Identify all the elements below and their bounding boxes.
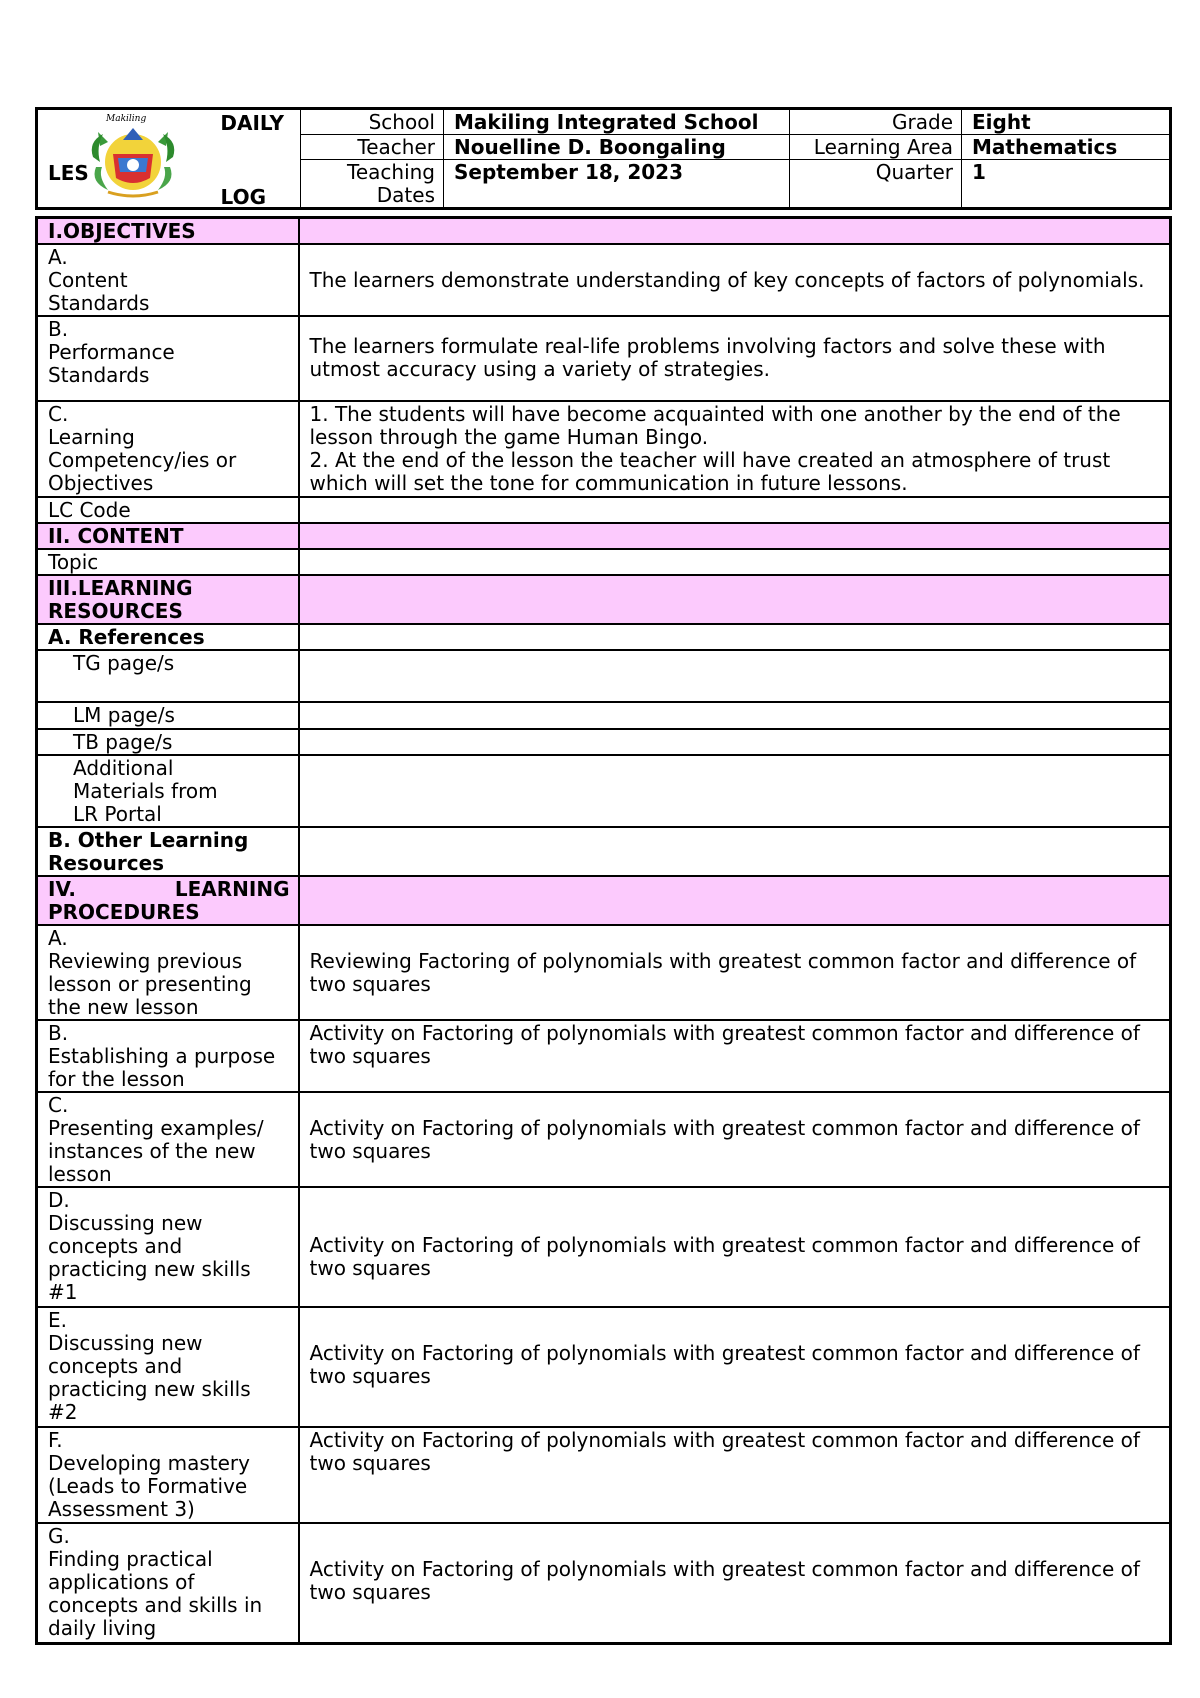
tg-label: TG page/s <box>37 650 299 702</box>
procedure-label: D. Discussing new concepts and practicing new skills #1 <box>37 1187 299 1307</box>
procedures-heading: IV. LEARNING PROCEDURES <box>37 876 299 925</box>
topic-label: Topic <box>37 549 299 575</box>
additional-materials-row <box>37 755 1171 827</box>
title-les: LES <box>48 161 89 185</box>
lm-label: LM page/s <box>37 702 299 729</box>
lesson-table <box>35 216 1172 1645</box>
procedure-text: Activity on Factoring of polynomials with greatest common factor and difference of two squares <box>299 1307 1171 1427</box>
topic-row <box>37 549 1171 575</box>
procedure-row <box>37 1427 1171 1523</box>
procedure-row <box>37 1187 1171 1307</box>
lm-row <box>37 702 1171 729</box>
procedure-text: Reviewing Factoring of polynomials with greatest common factor and difference of two squares <box>299 925 1171 1020</box>
other-resources-label: B. Other Learning Resources <box>37 827 299 876</box>
references-label: A. References <box>37 624 299 650</box>
procedure-row <box>37 925 1171 1020</box>
content-heading-row <box>37 523 1171 549</box>
competencies-row <box>37 401 1171 497</box>
teaching-dates-value: September 18, 2023 <box>444 160 790 209</box>
title-cell <box>37 109 301 209</box>
procedure-label: A. Reviewing previous lesson or presenting the new lesson <box>37 925 299 1020</box>
tb-label: TB page/s <box>37 729 299 755</box>
svg-text:Makiling: Makiling <box>106 114 147 124</box>
procedure-label: F. Developing mastery (Leads to Formative Assessment 3) <box>37 1427 299 1523</box>
references-row <box>37 624 1171 650</box>
learning-area-label: Learning Area <box>790 135 962 160</box>
other-resources-row <box>37 827 1171 876</box>
quarter-label: Quarter <box>790 160 962 209</box>
title-daily: DAILY <box>220 111 284 135</box>
teaching-dates-label: Teaching Dates <box>301 160 444 209</box>
grade-label: Grade <box>790 109 962 135</box>
procedure-label: B. Establishing a purpose for the lesson <box>37 1020 299 1092</box>
content-standards-label: A. Content Standards <box>37 244 299 316</box>
school-logo-icon <box>78 112 188 202</box>
objectives-heading-row <box>37 218 1171 245</box>
procedure-row <box>37 1523 1171 1643</box>
procedure-text: Activity on Factoring of polynomials with greatest common factor and difference of two squares <box>299 1187 1171 1307</box>
procedure-label: G. Finding practical applications of concepts and skills in daily living <box>37 1523 299 1643</box>
additional-materials-label: Additional Materials from LR Portal <box>37 755 299 827</box>
performance-standards-text: The learners formulate real-life problems involving factors and solve these with utmost accuracy using a variety of strategies. <box>299 316 1171 401</box>
procedure-row <box>37 1307 1171 1427</box>
procedure-text: Activity on Factoring of polynomials with greatest common factor and difference of two squares <box>299 1523 1171 1643</box>
tb-row <box>37 729 1171 755</box>
quarter-value: 1 <box>962 160 1171 209</box>
procedures-heading-row <box>37 876 1171 925</box>
procedure-row <box>37 1020 1171 1092</box>
performance-standards-row <box>37 316 1171 401</box>
competencies-label: C. Learning Competency/ies or Objectives <box>37 401 299 497</box>
competencies-text: 1. The students will have become acquainted with one another by the end of the lesson through the game Human Bingo. 2. At the end of the lesson the teacher will have created an atmosphere of trust which will set the tone for communication in future lessons. <box>299 401 1171 497</box>
learning-area-value: Mathematics <box>962 135 1171 160</box>
performance-standards-label: B. Performance Standards <box>37 316 299 401</box>
content-standards-text: The learners demonstrate understanding of key concepts of factors of polynomials. <box>299 244 1171 316</box>
content-heading: II. CONTENT <box>37 523 299 549</box>
resources-heading: III.LEARNING RESOURCES <box>37 575 299 624</box>
resources-heading-row <box>37 575 1171 624</box>
content-standards-row <box>37 244 1171 316</box>
school-label: School <box>301 109 444 135</box>
lc-code-label: LC Code <box>37 497 299 523</box>
title-log: LOG <box>220 185 266 209</box>
grade-value: Eight <box>962 109 1171 135</box>
tg-row <box>37 650 1171 702</box>
teacher-value: Nouelline D. Boongaling <box>444 135 790 160</box>
procedure-row <box>37 1092 1171 1187</box>
procedure-label: E. Discussing new concepts and practicing new skills #2 <box>37 1307 299 1427</box>
teacher-label: Teacher <box>301 135 444 160</box>
lc-code-row <box>37 497 1171 523</box>
procedure-text: Activity on Factoring of polynomials with greatest common factor and difference of two squares <box>299 1020 1171 1092</box>
school-value: Makiling Integrated School <box>444 109 790 135</box>
objectives-heading: I.OBJECTIVES <box>37 218 299 245</box>
procedure-label: C. Presenting examples/ instances of the new lesson <box>37 1092 299 1187</box>
header-table <box>35 107 1172 210</box>
procedure-text: Activity on Factoring of polynomials with greatest common factor and difference of two squares <box>299 1427 1171 1523</box>
procedure-text: Activity on Factoring of polynomials with greatest common factor and difference of two squares <box>299 1092 1171 1187</box>
